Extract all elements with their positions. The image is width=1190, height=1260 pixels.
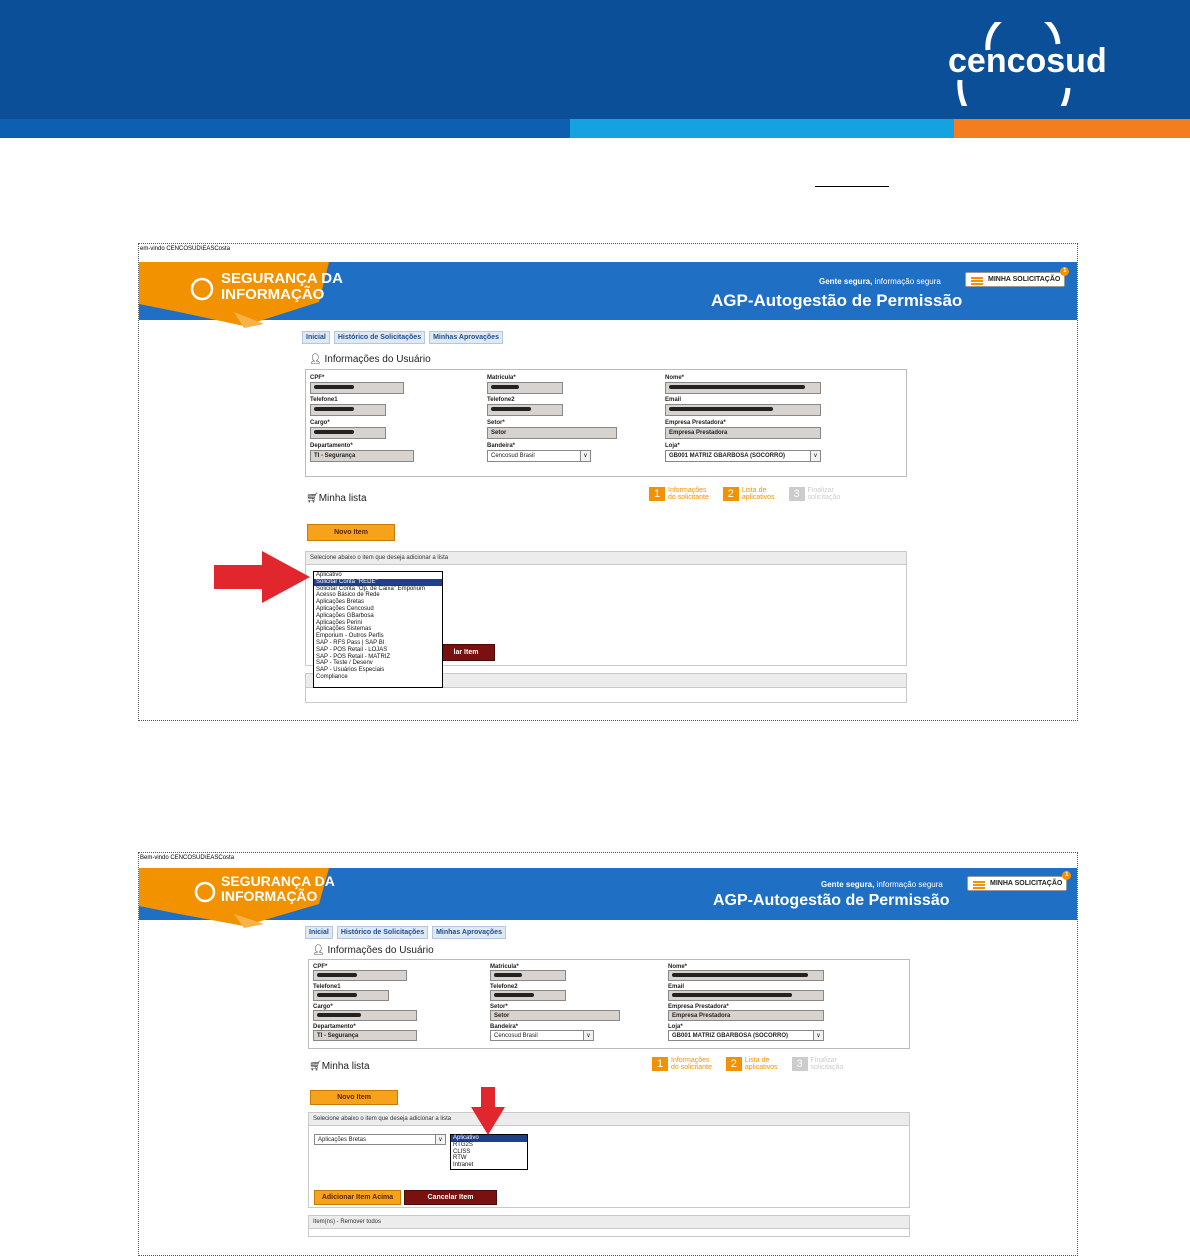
- listbox-option[interactable]: Solicitar Conta "Op. de Caixa" Emporium: [316, 585, 425, 592]
- minha-solicitacao-button[interactable]: [967, 872, 1069, 891]
- listbox-option[interactable]: Compliance: [316, 673, 348, 680]
- email-field: [665, 404, 821, 416]
- banner-title-line2: INFORMAÇÃO: [221, 286, 325, 303]
- matricula-label: Matricula*: [487, 375, 516, 381]
- user-info-title: 👤︎ Informações do Usuário: [312, 945, 434, 956]
- listbox-option[interactable]: SAP - RFS Pass | SAP BI: [316, 639, 385, 646]
- step-3-number: 3: [789, 487, 805, 501]
- tab-aprovacoes[interactable]: Minhas Aprovações: [432, 926, 506, 939]
- listbox-option[interactable]: Aplicações GBarbosa: [316, 612, 374, 619]
- listbox-option[interactable]: SAP - POS Retail - LOJAS: [316, 646, 388, 653]
- tab-inicial[interactable]: Inicial: [305, 926, 333, 939]
- step-3-line1: Finalizar: [807, 487, 834, 494]
- step-1-number: 1: [649, 487, 665, 501]
- banner-title-line1: SEGURANÇA DA: [221, 270, 343, 287]
- email-field: [668, 990, 824, 1001]
- chevron-down-icon: ∨: [583, 1031, 593, 1041]
- cancelar-item-button[interactable]: lar Item: [437, 644, 495, 661]
- category-select[interactable]: [314, 1134, 446, 1145]
- notification-badge: 1: [1062, 871, 1071, 880]
- step-1-number: 1: [652, 1057, 668, 1071]
- cencosud-logo-text: cencosud: [948, 42, 1107, 80]
- welcome-text: Bem-vindo CENCOSUD\EASCosta: [140, 855, 235, 861]
- header-stripe-orange: [954, 119, 1190, 138]
- loja-select[interactable]: [668, 1030, 824, 1041]
- step-2: [726, 1057, 778, 1071]
- step-3: [789, 487, 841, 501]
- step-1-line1: Informações: [671, 1057, 710, 1064]
- novo-item-button[interactable]: Novo Item: [310, 1090, 398, 1105]
- loja-label: Loja*: [668, 1024, 683, 1030]
- category-select-value: Aplicações Bretas: [318, 1137, 367, 1143]
- notification-badge: 1: [1060, 267, 1069, 276]
- listbox-option[interactable]: Aplicações Sistemas: [316, 626, 372, 633]
- step-3-line1: Finalizar: [810, 1057, 837, 1064]
- cpf-label: CPF*: [310, 375, 325, 381]
- loja-label: Loja*: [665, 443, 680, 449]
- listbox-option[interactable]: Aplicações Bretas: [316, 599, 365, 606]
- listbox-option[interactable]: Intranet: [453, 1162, 474, 1169]
- step-2-number: 2: [723, 487, 739, 501]
- empresa-label: Empresa Prestadora*: [665, 420, 726, 426]
- cencosud-logo: [940, 22, 1130, 106]
- chevron-down-icon: ∨: [580, 451, 590, 461]
- empresa-field: Empresa Prestadora: [665, 427, 821, 439]
- step-3-line2: solicitação: [807, 494, 841, 501]
- nome-label: Nome*: [665, 375, 685, 381]
- email-label: Email: [668, 984, 685, 990]
- header-stripe-light: [570, 119, 954, 138]
- nome-field: [668, 970, 824, 981]
- listbox-option[interactable]: SAP - POS Retail - MATRIZ: [316, 653, 391, 660]
- user-info-title-text: Informações do Usuário: [324, 354, 431, 365]
- user-info-title-text: Informações do Usuário: [327, 945, 434, 956]
- document-header: [0, 0, 1190, 138]
- telefone2-label: Telefone2: [487, 397, 515, 403]
- bandeira-label: Bandeira*: [487, 443, 516, 449]
- add-item-panel-header: Selecione abaixo o item que deseja adicionar a lista: [309, 1113, 909, 1126]
- add-item-panel-header: Selecione abaixo o item que deseja adicionar a lista: [306, 552, 906, 565]
- cancelar-item-button[interactable]: Cancelar Item: [404, 1190, 497, 1205]
- step-1: [649, 487, 709, 501]
- cpf-field: [313, 970, 407, 981]
- banner-title-line2: INFORMAÇÃO: [221, 888, 318, 904]
- matricula-label: Matricula*: [490, 964, 519, 970]
- step-2-line2: aplicativos: [744, 1064, 778, 1071]
- cpf-field: [310, 382, 404, 394]
- user-info-title: 👤︎ Informações do Usuário: [309, 354, 431, 365]
- tagline: [821, 880, 943, 889]
- minha-lista-text: Minha lista: [321, 1061, 370, 1072]
- bandeira-select[interactable]: [490, 1030, 594, 1041]
- empresa-field: Empresa Prestadora: [668, 1010, 824, 1021]
- loja-select-value: GB001 MATRIZ GBARBOSA (SOCORRO): [672, 1033, 789, 1039]
- bandeira-select[interactable]: [487, 450, 591, 462]
- red-arrow-down-icon: [469, 1085, 507, 1137]
- step-3-number: 3: [792, 1057, 808, 1071]
- listbox-option[interactable]: Aplicativo: [316, 572, 342, 578]
- telefone1-field: [310, 404, 386, 416]
- red-arrow-right-icon: [212, 551, 312, 603]
- departamento-label: Departamento*: [310, 443, 353, 449]
- step-3: [792, 1057, 844, 1071]
- step-2-line1: Lista de: [744, 1057, 770, 1064]
- tagline-bold: Gente segura,: [819, 277, 873, 286]
- loja-select[interactable]: [665, 450, 821, 462]
- tab-historico[interactable]: Histórico de Solicitações: [337, 926, 428, 939]
- step-1-line1: Informações: [668, 487, 707, 494]
- nav-tabs: [302, 331, 503, 344]
- bandeira-label: Bandeira*: [490, 1024, 519, 1030]
- step-3-line2: solicitação: [810, 1064, 844, 1071]
- step-1: [652, 1057, 712, 1071]
- screenshot-2: [138, 852, 1078, 1256]
- setor-field: Setor: [487, 427, 617, 439]
- minha-lista-title: 🛒︎Minha lista: [309, 1061, 370, 1072]
- setor-field: Setor: [490, 1010, 620, 1021]
- minha-solicitacao-label: MINHA SOLICITAÇÃO: [990, 880, 1063, 887]
- telefone2-label: Telefone2: [490, 984, 518, 990]
- email-label: Email: [665, 397, 682, 403]
- items-panel: [308, 1215, 910, 1237]
- minha-lista-title: 🛒︎Minha lista: [306, 493, 367, 504]
- telefone1-label: Telefone1: [310, 397, 338, 403]
- listbox-option[interactable]: Acesso Básico de Rede: [316, 592, 380, 599]
- listbox-option[interactable]: CLISS: [453, 1148, 471, 1155]
- screenshot-1: [138, 243, 1078, 721]
- listbox-option[interactable]: Emporium - Outros Perfis: [316, 633, 384, 640]
- app-title: AGP-Autogestão de Permissão: [713, 892, 950, 909]
- cargo-label: Cargo*: [310, 420, 330, 426]
- listbox-option[interactable]: Aplicativo: [451, 1135, 527, 1142]
- loja-select-value: GB001 MATRIZ GBARBOSA (SOCORRO): [669, 453, 786, 459]
- tagline-bold: Gente segura,: [821, 880, 875, 889]
- telefone1-label: Telefone1: [313, 984, 341, 990]
- telefone1-field: [313, 990, 389, 1001]
- header-stripe-dark: [0, 119, 570, 138]
- cpf-label: CPF*: [313, 964, 328, 970]
- matricula-field: [487, 382, 563, 394]
- departamento-label: Departamento*: [313, 1024, 356, 1030]
- listbox-option[interactable]: RTW: [453, 1155, 467, 1162]
- hamburger-icon: [971, 277, 983, 285]
- user-info-form: [308, 959, 910, 1049]
- app-title: AGP-Autogestão de Permissão: [711, 291, 963, 310]
- cargo-field: [310, 427, 386, 439]
- telefone2-field: [487, 404, 563, 416]
- listbox-option[interactable]: SAP - Teste / Desenv: [316, 660, 373, 667]
- steps: [649, 487, 840, 501]
- step-1-line2: do solicitante: [668, 494, 709, 501]
- step-2-line2: aplicativos: [741, 494, 775, 501]
- tab-inicial[interactable]: Inicial: [302, 331, 330, 344]
- listbox-option[interactable]: Solicitar Conta "REDE": [314, 579, 442, 586]
- welcome-text: em-vindo CENCOSUD\EASCosta: [140, 246, 231, 252]
- setor-label: Setor*: [487, 420, 505, 426]
- minha-solicitacao-label: MINHA SOLICITAÇÃO: [988, 276, 1061, 283]
- empresa-label: Empresa Prestadora*: [668, 1004, 729, 1010]
- tagline-rest: informação segura: [874, 880, 943, 889]
- minha-lista-text: Minha lista: [318, 493, 367, 504]
- step-2: [723, 487, 775, 501]
- steps: [652, 1057, 843, 1071]
- cargo-label: Cargo*: [313, 1004, 333, 1010]
- minha-solicitacao-button[interactable]: [965, 268, 1067, 287]
- hamburger-icon: [973, 881, 985, 889]
- chevron-down-icon: ∨: [810, 451, 820, 461]
- nome-label: Nome*: [668, 964, 688, 970]
- step-2-number: 2: [726, 1057, 742, 1071]
- cargo-field: [313, 1010, 417, 1021]
- nome-field: [665, 382, 821, 394]
- adicionar-item-button[interactable]: Adicionar Item Acima: [314, 1190, 401, 1205]
- user-info-form: [305, 369, 907, 477]
- step-1-line2: do solicitante: [671, 1064, 712, 1071]
- matricula-field: [490, 970, 566, 981]
- bandeira-select-value: Cencosud Brasil: [491, 453, 535, 459]
- departamento-field: TI - Segurança: [310, 450, 414, 462]
- listbox-option[interactable]: RTG2S: [453, 1141, 473, 1148]
- items-panel-header: Item(ns) - Remover todos: [309, 1216, 909, 1229]
- chevron-down-icon: ∨: [435, 1135, 445, 1145]
- nav-tabs: [305, 926, 506, 939]
- listbox-option[interactable]: SAP - Usuários Especiais: [316, 667, 385, 674]
- item-listbox[interactable]: [313, 571, 443, 688]
- tab-historico[interactable]: Histórico de Solicitações: [334, 331, 425, 344]
- chevron-down-icon: ∨: [813, 1031, 823, 1041]
- underline-mark: [815, 186, 889, 187]
- tagline: [819, 277, 941, 286]
- listbox-option[interactable]: Aplicações Perini: [316, 619, 363, 626]
- tab-aprovacoes[interactable]: Minhas Aprovações: [429, 331, 503, 344]
- setor-label: Setor*: [490, 1004, 508, 1010]
- telefone2-field: [490, 990, 566, 1001]
- step-2-line1: Lista de: [741, 487, 767, 494]
- bandeira-select-value: Cencosud Brasil: [494, 1033, 538, 1039]
- novo-item-button[interactable]: Novo Item: [307, 524, 395, 541]
- tagline-rest: informação segura: [872, 277, 941, 286]
- listbox-option[interactable]: Aplicações Cencosud: [316, 605, 374, 612]
- banner-title-line1: SEGURANÇA DA: [221, 873, 335, 889]
- departamento-field: TI - Segurança: [313, 1030, 417, 1041]
- app-listbox[interactable]: [450, 1134, 528, 1170]
